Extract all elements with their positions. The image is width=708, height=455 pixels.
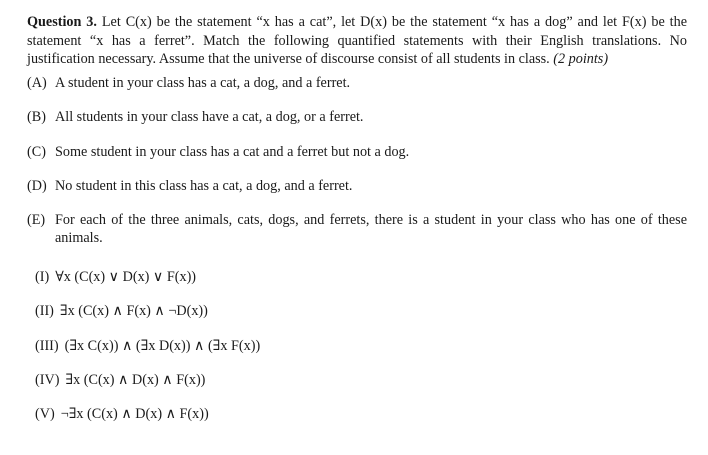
formula-text: (∃x C(x)) ∧ (∃x D(x)) ∧ (∃x F(x)) — [64, 338, 261, 354]
formula-text: ∀x (C(x) ∨ D(x) ∨ F(x)) — [55, 269, 197, 285]
symbolic-statement-i — [35, 268, 196, 286]
question-text: Let C(x) be the statement “x has a cat”, let D(x) be the statement “x has a dog” and let F(x) be the statement “x has a ferret”. Match the following quantified statements with their English translations. No justification necessary. Assume that the universe of discourse consist of all students in class. — [27, 14, 687, 67]
formula-label: (I) — [35, 269, 50, 285]
statement-text: For each of the three animals, cats, dogs, and ferrets, there is a student in your class who has one of these animals. — [55, 212, 687, 246]
statement-label: (C) — [27, 144, 46, 160]
statement-label: (E) — [27, 212, 46, 228]
english-statement-a — [27, 74, 687, 92]
formula-text: ∃x (C(x) ∧ D(x) ∧ F(x)) — [65, 372, 206, 388]
statement-text: All students in your class have a cat, a dog, or a ferret. — [55, 109, 364, 125]
formula-label: (IV) — [35, 372, 60, 388]
question-label: Question 3. — [27, 14, 97, 30]
symbolic-statement-iii — [35, 337, 260, 355]
statement-text: Some student in your class has a cat and a ferret but not a dog. — [55, 144, 410, 160]
statement-label: (B) — [27, 109, 46, 125]
formula-text: ¬∃x (C(x) ∧ D(x) ∧ F(x)) — [60, 406, 209, 422]
statement-label: (D) — [27, 178, 47, 194]
english-statement-b — [27, 108, 687, 126]
statement-text: No student in this class has a cat, a dog, and a ferret. — [55, 178, 353, 194]
english-statement-c — [27, 143, 687, 161]
english-statement-e — [27, 211, 687, 247]
formula-text: ∃x (C(x) ∧ F(x) ∧ ¬D(x)) — [59, 303, 208, 319]
formula-label: (III) — [35, 338, 59, 354]
question-points: (2 points) — [553, 51, 609, 67]
symbolic-statement-v — [35, 405, 209, 423]
question-intro — [27, 13, 687, 69]
symbolic-statement-ii — [35, 302, 208, 320]
statement-label: (A) — [27, 75, 47, 91]
symbolic-statement-iv — [35, 371, 205, 389]
formula-label: (II) — [35, 303, 54, 319]
statement-text: A student in your class has a cat, a dog, and a ferret. — [55, 75, 351, 91]
english-statement-d — [27, 177, 687, 195]
formula-label: (V) — [35, 406, 55, 422]
